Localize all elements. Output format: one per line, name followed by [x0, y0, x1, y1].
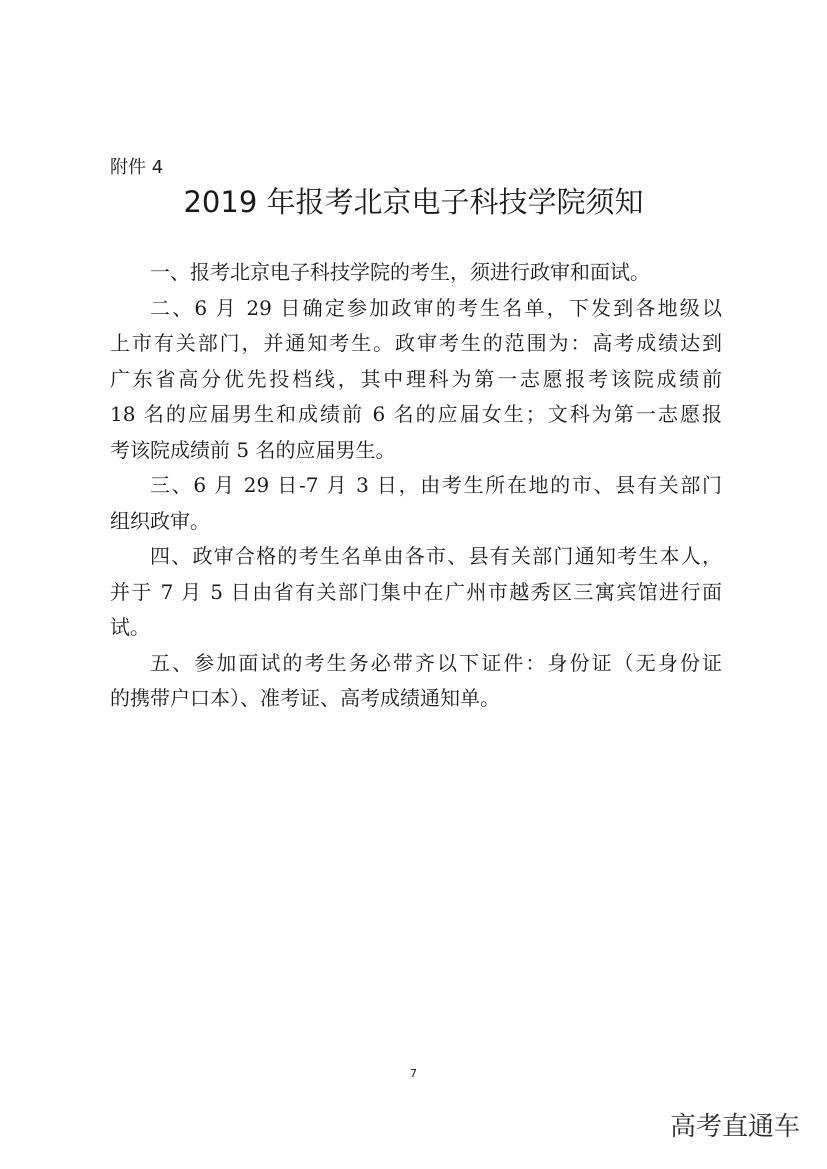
paragraph-1-line-1: 一、报考北京电子科技学院的考生，须进行政审和面试。 — [150, 260, 650, 284]
paragraph-3-line-2: 组织政审。 — [110, 508, 210, 533]
attachment-label: 附件 4 — [110, 157, 164, 178]
paragraph-4-line-3: 试。 — [110, 615, 150, 639]
paragraph-2-line-1: 二、6 月 29 日确定参加政审的考生名单，下发到各地级以 — [150, 295, 722, 320]
document-title: 2019 年报考北京电子科技学院须知 — [183, 185, 644, 219]
watermark-text: 高考直通车 — [669, 1112, 800, 1142]
paragraph-4-line-1: 四、政审合格的考生名单由各市、县有关部门通知考生本人， — [150, 544, 722, 568]
paragraph-2-line-3: 广东省高分优先投档线，其中理科为第一志愿报考该院成绩前 — [110, 366, 722, 391]
paragraph-3-line-1: 三、6 月 29 日-7 月 3 日，由考生所在地的市、县有关部门 — [150, 473, 722, 497]
paragraph-4-line-2: 并于 7 月 5 日由省有关部门集中在广州市越秀区三寓宾馆进行面 — [110, 579, 722, 604]
page-number: 7 — [410, 1067, 417, 1080]
paragraph-2-line-5: 考该院成绩前 5 名的应届男生。 — [110, 437, 396, 462]
paragraph-5-line-1: 五、参加面试的考生务必带齐以下证件：身份证（无身份证 — [150, 650, 722, 675]
paragraph-5-line-2: 的携带户口本）、准考证、高考成绩通知单。 — [110, 686, 500, 710]
paragraph-2-line-4: 18 名的应届男生和成绩前 6 名的应届女生；文科为第一志愿报 — [110, 402, 722, 426]
document-body — [110, 255, 722, 717]
paragraph-2-line-2: 上市有关部门，并通知考生。政审考生的范围为：高考成绩达到 — [110, 331, 722, 355]
